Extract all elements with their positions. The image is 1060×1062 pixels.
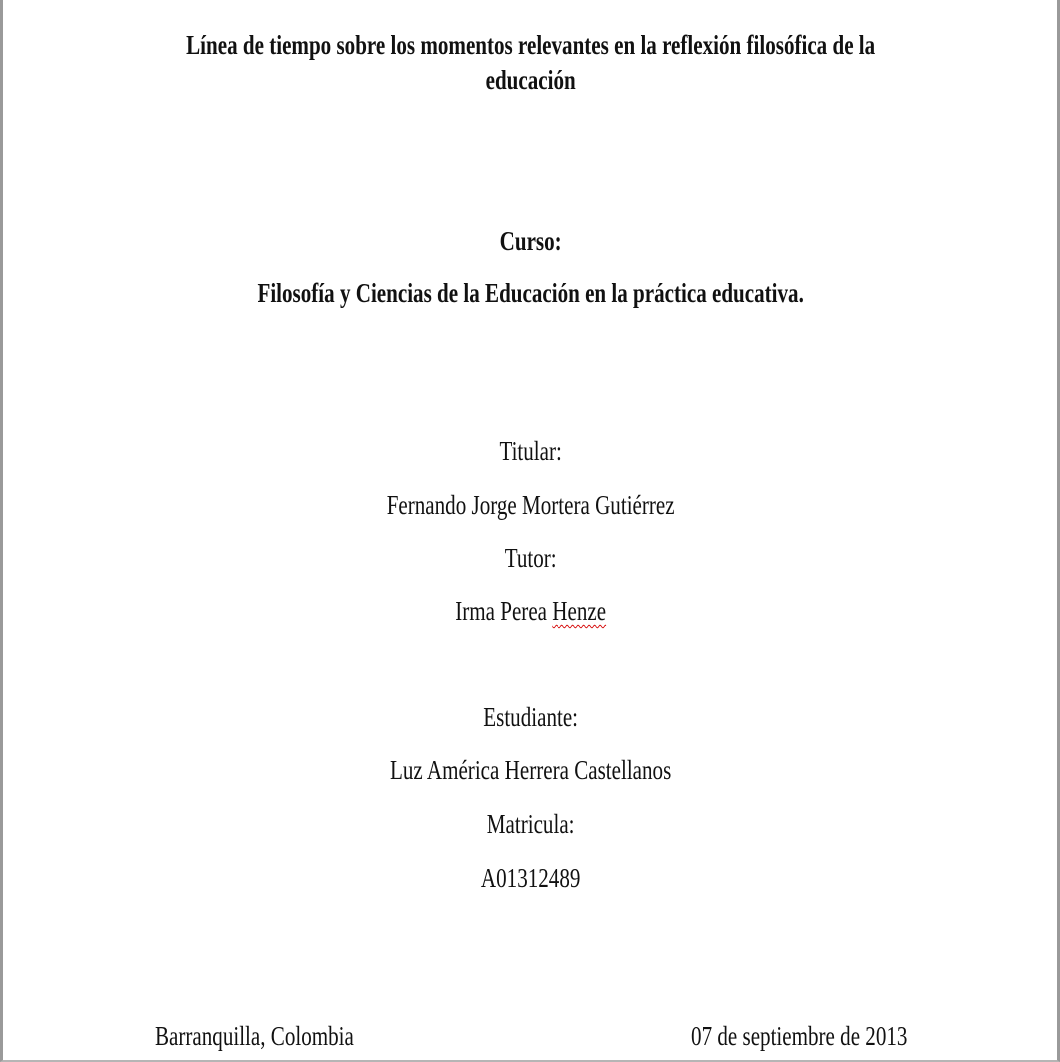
tutor-name xyxy=(120,594,942,628)
footer-place: Barranquilla, Colombia xyxy=(155,1021,354,1051)
tutor-name-prefix: Irma Perea xyxy=(455,596,553,626)
course-name: Filosofía y Ciencias de la Educación en la práctica educativa. xyxy=(257,278,804,308)
tutor-label: Tutor: xyxy=(504,543,557,573)
student-label: Estudiante: xyxy=(483,702,579,732)
document-title-line-1: Línea de tiempo sobre los momentos relevantes en la reflexión filosófica de la xyxy=(186,30,876,60)
footer-date: 07 de septiembre de 2013 xyxy=(690,1021,907,1051)
spellcheck-flagged-word[interactable]: Henze xyxy=(552,596,607,626)
enrollment-number: A01312489 xyxy=(480,863,581,893)
enrollment-label: Matricula: xyxy=(486,809,575,839)
holder-label: Titular: xyxy=(499,436,562,466)
document-title-line-2: educación xyxy=(485,65,576,95)
course-label: Curso: xyxy=(499,226,562,256)
student-name: Luz América Herrera Castellanos xyxy=(390,755,672,785)
holder-name: Fernando Jorge Mortera Gutiérrez xyxy=(386,490,675,520)
